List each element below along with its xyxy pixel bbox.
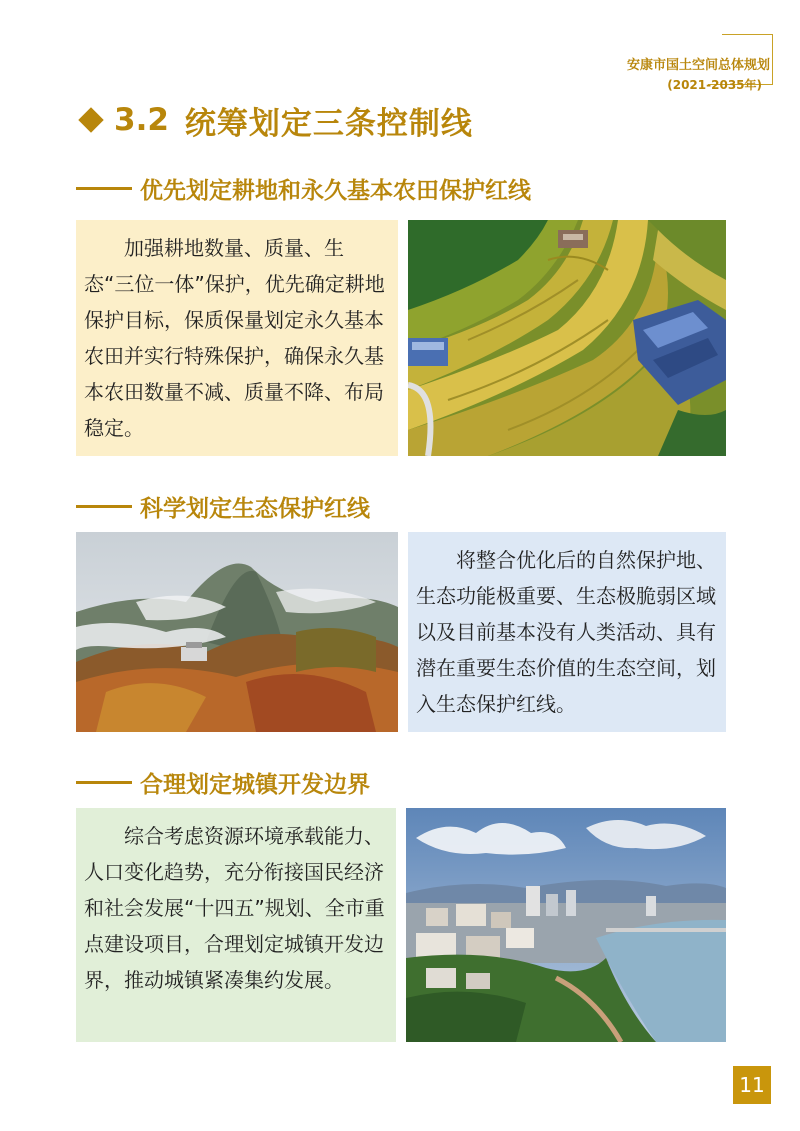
heading-dash — [76, 781, 132, 784]
subsection-heading-ecology — [76, 490, 370, 523]
diamond-bullet-icon — [78, 107, 103, 132]
city-river-photo — [406, 808, 726, 1042]
document-period: (2021-2035年) — [667, 78, 762, 92]
urban-paragraph: 综合考虑资源环境承载能力、人口变化趋势，充分衔接国民经济和社会发展“十四五”规划、全市重点建设项目，合理划定城镇开发边界，推动城镇紧凑集约发展。 — [84, 824, 385, 992]
page-number: 11 — [733, 1066, 771, 1104]
subsection-heading-text: 合理划定城镇开发边界 — [140, 772, 370, 798]
section-number: 3.2 — [114, 102, 169, 138]
misty-mountain-photo — [76, 532, 398, 732]
ecology-text-box — [408, 532, 726, 732]
subsection-heading-text: 科学划定生态保护红线 — [140, 496, 370, 522]
terraced-fields-photo — [408, 220, 726, 456]
subsection-heading-urban — [76, 766, 370, 799]
subsection-heading-text: 优先划定耕地和永久基本农田保护红线 — [140, 178, 531, 204]
ecology-paragraph: 将整合优化后的自然保护地、生态功能极重要、生态极脆弱区域以及目前基本没有人类活动、具有潜在重要生态价值的生态空间，划入生态保护红线。 — [416, 548, 716, 716]
document-title: 安康市国土空间总体规划 — [626, 58, 770, 73]
section-title — [76, 98, 473, 142]
farmland-paragraph: 加强耕地数量、质量、生态“三位一体”保护，优先确定耕地保护目标，保质保量划定永久基本农田并实行特殊保护，确保永久基本农田数量不减、质量不降、布局稳定。 — [84, 236, 385, 440]
urban-text-box — [76, 808, 396, 1042]
heading-dash — [76, 505, 132, 508]
section-title-text: 统筹划定三条控制线 — [184, 105, 473, 142]
subsection-heading-farmland — [76, 172, 531, 205]
heading-dash — [76, 187, 132, 190]
farmland-text-box — [76, 220, 398, 456]
